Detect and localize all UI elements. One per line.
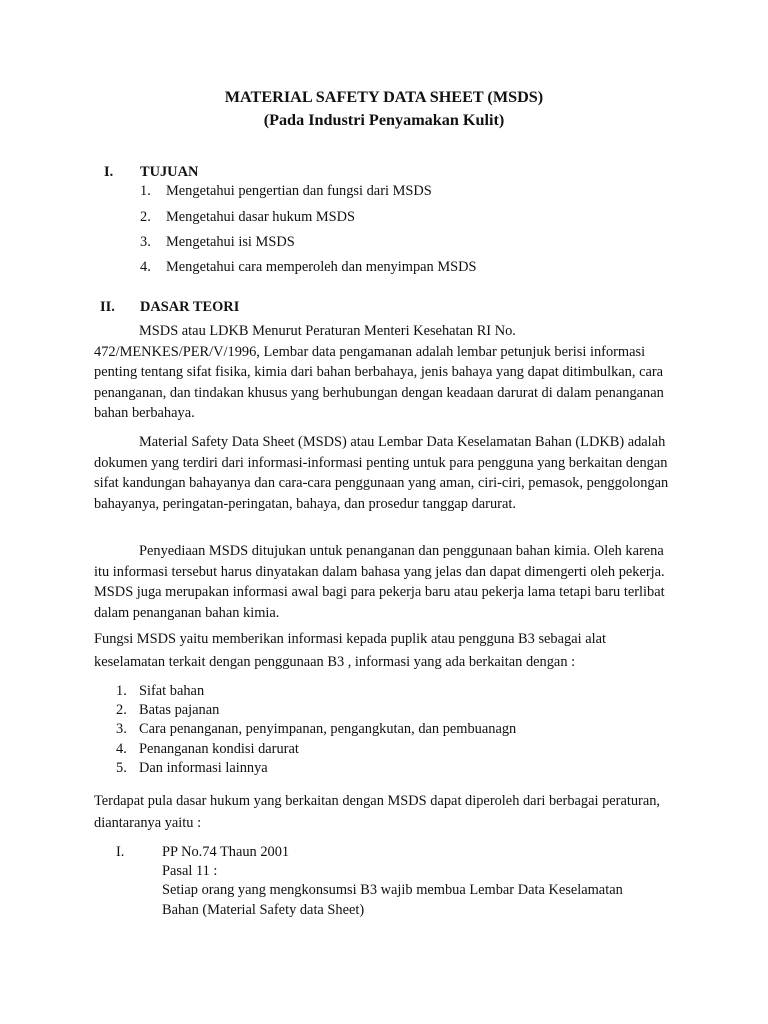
- paragraph: [94, 321, 679, 424]
- list-item: Batas pajanan: [139, 702, 220, 718]
- law-text: Setiap orang yang mengkonsumsi B3 wajib membua Lembar Data Keselamatan: [162, 882, 623, 898]
- list-item-number: 3.: [140, 234, 151, 250]
- paragraph-text: Material Safety Data Sheet (MSDS) atau Lembar Data Keselamatan Bahan (LDKB) adalah dokumen yang terdiri dari informasi-informasi penting untuk para pengguna yang berkaitan dengan sifat kandungan bahayanya dan cara-cara penggunaan yang aman, ciri-ciri, pemasok, penggolongan bahayanya, peringatan-peringatan, bahaya, dan prosedur tanggap darurat.: [94, 434, 669, 512]
- list-item-number: 1.: [116, 683, 127, 699]
- section-2-heading: DASAR TEORI: [140, 299, 240, 315]
- paragraph-text: MSDS atau LDKB Menurut Peraturan Menteri Kesehatan RI No. 472/MENKES/PER/V/1996, Lembar data pengamanan adalah lembar petunjuk berisi informasi penting tentang sifat fisika, kimia dari bahan berbahaya, jenis bahaya yang dapat ditimbulkan, cara penanganan, dan tindakan khusus yang berhubungan dengan keadaan darurat di dalam penanganan bahan berbahaya.: [94, 323, 664, 421]
- list-item: Dan informasi lainnya: [139, 760, 268, 776]
- list-item: Mengetahui pengertian dan fungsi dari MSDS: [166, 183, 432, 199]
- law-title: PP No.74 Thaun 2001: [162, 844, 290, 860]
- list-item: Mengetahui dasar hukum MSDS: [166, 209, 356, 225]
- paragraph: [94, 432, 679, 514]
- list-item: Mengetahui isi MSDS: [166, 234, 295, 250]
- section-2-numeral: II.: [100, 299, 115, 315]
- paragraph-text: Penyediaan MSDS ditujukan untuk penanganan dan penggunaan bahan kimia. Oleh karena itu informasi tersebut harus dinyatakan dalam bahasa yang jelas dan dapat dimengerti oleh pekerja. MSDS juga merupakan informasi awal bagi para pekerja baru atau pekerja lama tetapi baru terlibat dalam penanganan bahan kimia.: [94, 543, 665, 621]
- law-numeral: I.: [116, 844, 125, 860]
- list-item-number: 3.: [116, 721, 127, 737]
- list-item-number: 2.: [116, 702, 127, 718]
- list-item-number: 5.: [116, 760, 127, 776]
- section-1-heading: TUJUAN: [140, 164, 199, 180]
- list-item-number: 1.: [140, 183, 151, 199]
- list-item: Sifat bahan: [139, 683, 205, 699]
- law-text: Bahan (Material Safety data Sheet): [162, 902, 365, 918]
- paragraph: Terdapat pula dasar hukum yang berkaitan dengan MSDS dapat diperoleh dari berbagai peraturan, diantaranya yaitu :: [94, 793, 661, 831]
- list-item-number: 2.: [140, 209, 151, 225]
- list-item-number: 4.: [116, 741, 127, 757]
- paragraph: [94, 541, 679, 623]
- paragraph: Fungsi MSDS yaitu memberikan informasi kepada puplik atau pengguna B3 sebagai alat keselamatan terkait dengan penggunaan B3 , informasi yang ada berkaitan dengan :: [94, 631, 606, 670]
- list-item: Mengetahui cara memperoleh dan menyimpan MSDS: [166, 259, 477, 275]
- document-title: MATERIAL SAFETY DATA SHEET (MSDS): [224, 88, 544, 106]
- section-1-numeral: I.: [104, 164, 114, 180]
- law-article: Pasal 11 :: [162, 863, 218, 879]
- list-item-number: 4.: [140, 259, 151, 275]
- list-item: Penanganan kondisi darurat: [139, 741, 299, 757]
- document-subtitle: (Pada Industri Penyamakan Kulit): [263, 111, 505, 129]
- list-item: Cara penanganan, penyimpanan, pengangkutan, dan pembuanagn: [139, 721, 517, 737]
